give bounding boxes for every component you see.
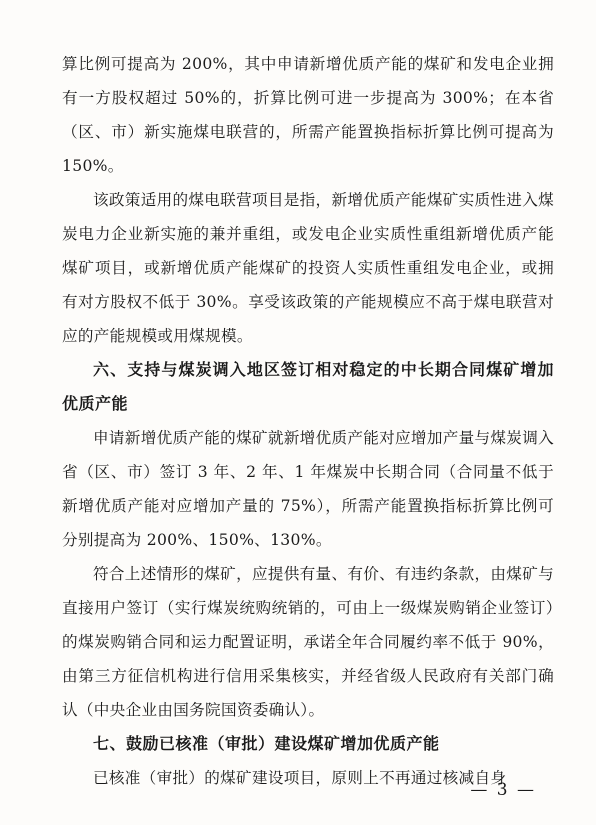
section-heading: 七、鼓励已核准（审批）建设煤矿增加优质产能 bbox=[93, 734, 440, 753]
paragraph: 算比例可提高为 200%，其中申请新增优质产能的煤矿和发电企业拥有一方股权超过 50%的，折算比例可进一步提高为 300%；在本省（区、市）新实施煤电联营的，所需产能置换指标折算比例可提高为 150%。 bbox=[62, 55, 554, 175]
paragraph: 申请新增优质产能的煤矿就新增优质产能对应增加产量与煤炭调入省（区、市）签订 3 年、2 年、1 年煤炭中长期合同（合同量不低于新增优质产能对应增加产量的 75%），所需产能置换指标折算比例可分别提高为 200%、150%、130%。 bbox=[62, 429, 554, 549]
section-heading: 六、支持与煤炭调入地区签订相对稳定的中长期合同煤矿增加优质产能 bbox=[62, 360, 554, 413]
paragraph: 已核准（审批）的煤矿建设项目，原则上不再通过核减自身 bbox=[93, 769, 507, 787]
paragraph: 符合上述情形的煤矿，应提供有量、有价、有违约条款，由煤矿与直接用户签订（实行煤炭统购统销的，可由上一级煤炭购销企业签订）的煤炭购销合同和运力配置证明，承诺全年合同履约率不低于 90%，由第三方征信机构进行信用采集核实，并经省级人民政府有关部门确认（中央企业由国务院国资委确认）。 bbox=[62, 565, 554, 719]
paragraph: 该政策适用的煤电联营项目是指，新增优质产能煤矿实质性进入煤炭电力企业新实施的兼并重组，或发电企业实质性重组新增优质产能煤矿项目，或新增优质产能煤矿的投资人实质性重组发电企业，或拥有对方股权不低于 30%。享受该政策的产能规模应不高于煤电联营对应的产能规模或用煤规模。 bbox=[62, 191, 554, 345]
page-number: — 3 — bbox=[470, 780, 536, 800]
